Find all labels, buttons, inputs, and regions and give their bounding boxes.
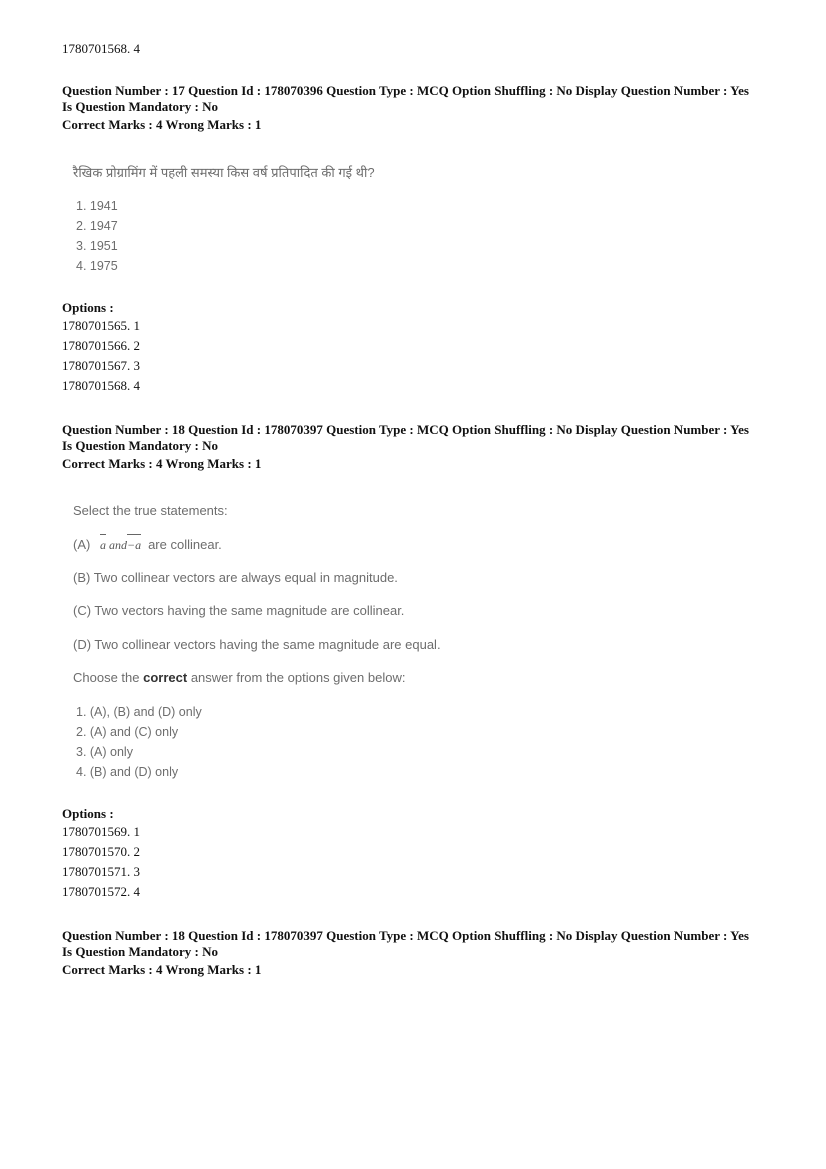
statement-c: (C) Two vectors having the same magnitude are collinear. [73,603,405,618]
choice-1: 1. 1941 [76,199,118,213]
statement-d: (D) Two collinear vectors having the same magnitude are equal. [73,637,441,652]
choice-2: 2. 1947 [76,219,118,233]
mandatory-line: Is Question Mandatory : No [62,438,219,453]
option-id: 1780701566. 2 [62,338,140,353]
question-header: Question Number : 18 Question Id : 178070397 Question Type : MCQ Option Shuffling : No Display Question Number : Yes [62,422,749,437]
option-id: 1780701571. 3 [62,864,140,879]
vector-arrow [127,534,141,535]
option-id: 1780701570. 2 [62,844,140,859]
question-intro: Select the true statements: [73,503,228,518]
question-header: Question Number : 17 Question Id : 178070396 Question Type : MCQ Option Shuffling : No Display Question Number : Yes [62,83,749,98]
choice-4: 4. (B) and (D) only [76,765,179,779]
question-text: रैखिक प्रोग्रामिंग में पहली समस्या किस वर्ष प्रतिपादित की गई थी? [73,165,375,180]
choice-3: 3. (A) only [76,745,133,759]
choose-instruction [73,670,405,685]
statement-b: (B) Two collinear vectors are always equal in magnitude. [73,570,398,585]
mandatory-line: Is Question Mandatory : No [62,99,219,114]
options-label: Options : [62,806,114,821]
math-and: and [108,538,127,552]
option-id: 1780701572. 4 [62,884,140,899]
vector-a: a [100,538,106,553]
marks-line: Correct Marks : 4 Wrong Marks : 1 [62,962,262,977]
statement-a [73,537,222,553]
choice-3: 3. 1951 [76,239,118,253]
vector-neg-a: −a [127,538,141,553]
statement-a-math [100,538,144,552]
options-label: Options : [62,300,114,315]
choose-prefix: Choose the [73,670,140,685]
marks-line: Correct Marks : 4 Wrong Marks : 1 [62,117,262,132]
choice-4: 4. 1975 [76,259,118,273]
choice-1: 1. (A), (B) and (D) only [76,705,202,719]
question-header: Question Number : 18 Question Id : 178070397 Question Type : MCQ Option Shuffling : No Display Question Number : Yes [62,928,749,943]
option-id: 1780701567. 3 [62,358,140,373]
mandatory-line: Is Question Mandatory : No [62,944,219,959]
option-id: 1780701565. 1 [62,318,140,333]
option-id: 1780701568. 4 [62,378,140,393]
statement-a-label: (A) [73,537,91,552]
choose-suffix: answer from the options given below: [190,670,406,685]
vector-arrow [100,534,106,535]
statement-a-text: are collinear. [148,537,222,552]
choose-bold: correct [143,670,188,685]
option-id: 1780701569. 1 [62,824,140,839]
prev-option-line: 1780701568. 4 [62,41,140,56]
marks-line: Correct Marks : 4 Wrong Marks : 1 [62,456,262,471]
choice-2: 2. (A) and (C) only [76,725,179,739]
